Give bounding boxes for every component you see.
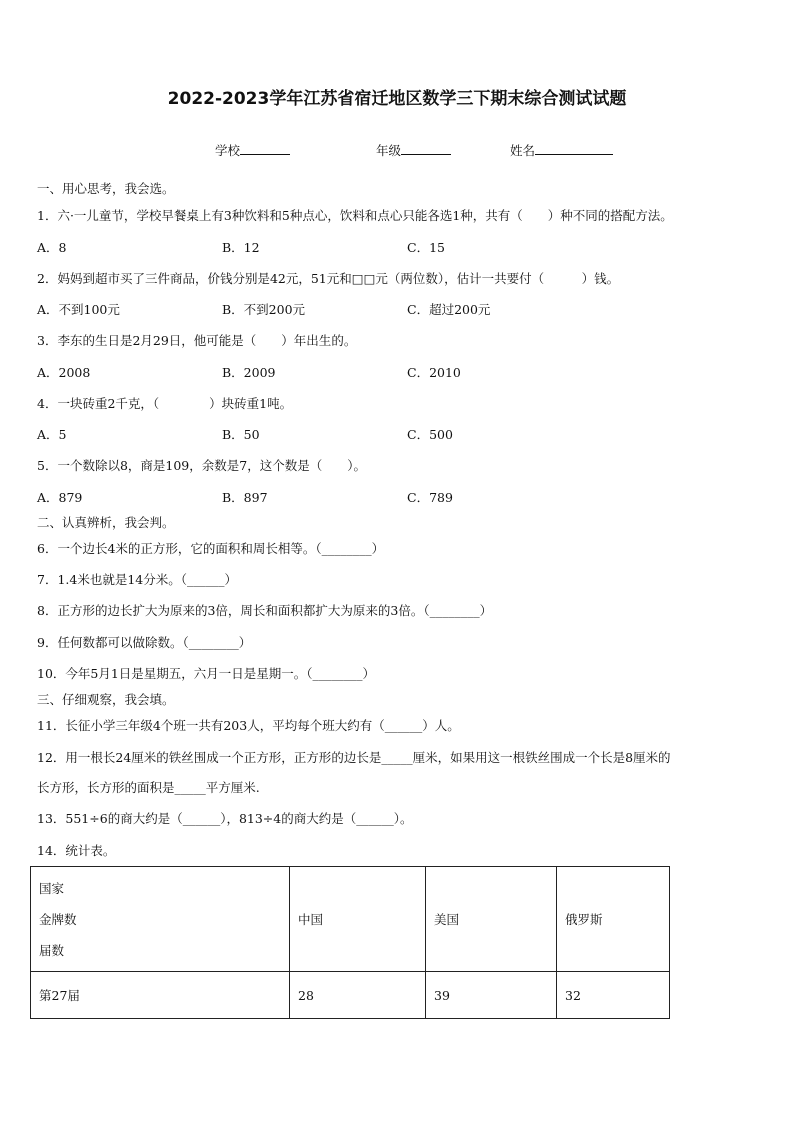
name-field xyxy=(510,141,613,159)
question-7: 7．1.4米也就是14分米。（______） xyxy=(37,572,237,587)
cell-usa: 39 xyxy=(426,972,557,1019)
question-9: 9．任何数都可以做除数。（________） xyxy=(37,635,252,650)
q1-option-c: C．15 xyxy=(407,240,445,255)
q1-option-a: A．8 xyxy=(37,240,67,255)
question-14: 14．统计表。 xyxy=(37,843,116,858)
table-row xyxy=(31,972,670,1019)
grade-blank xyxy=(401,142,451,155)
cell-china: 28 xyxy=(290,972,426,1019)
grade-field xyxy=(376,141,451,159)
question-11: 11．长征小学三年级4个班一共有203人，平均每个班大约有（______）人。 xyxy=(37,718,460,733)
school-label: 学校 xyxy=(215,143,241,158)
row-label-27th: 第27届 xyxy=(31,972,290,1019)
page-title: 2022-2023学年江苏省宿迁地区数学三下期末综合测试试题 xyxy=(167,89,627,109)
section-heading-2: 二、认真辨析，我会判。 xyxy=(37,515,175,530)
question-2: 2．妈妈到超市买了三件商品，价钱分别是42元，51元和□□元（两位数），估计一共要付（ ）钱。 xyxy=(37,271,620,286)
header-line-session: 届数 xyxy=(39,942,65,958)
grade-label: 年级 xyxy=(376,143,402,158)
name-label: 姓名 xyxy=(510,143,536,158)
table-header-row xyxy=(31,867,670,972)
column-header-usa: 美国 xyxy=(426,867,557,972)
header-line-country: 国家 xyxy=(39,880,65,896)
question-12-line-2: 长方形，长方形的面积是_____平方厘米. xyxy=(37,780,260,795)
q3-option-b: B．2009 xyxy=(222,365,276,380)
q4-option-b: B．50 xyxy=(222,427,260,442)
question-10: 10．今年5月1日是星期五，六月一日是星期一。（________） xyxy=(37,666,376,681)
question-1: 1．六·一儿童节，学校早餐桌上有3种饮料和5种点心，饮料和点心只能各选1种，共有（ ）种不同的搭配方法。 xyxy=(37,208,673,223)
section-heading-1: 一、用心思考，我会选。 xyxy=(37,181,175,196)
question-8: 8．正方形的边长扩大为原来的3倍，周长和面积都扩大为原来的3倍。（________） xyxy=(37,603,493,618)
q1-option-b: B．12 xyxy=(222,240,260,255)
q2-option-c: C．超过200元 xyxy=(407,302,491,317)
q4-option-a: A．5 xyxy=(37,427,67,442)
q5-option-a: A．879 xyxy=(37,490,83,505)
question-5: 5．一个数除以8，商是109，余数是7，这个数是（ ）。 xyxy=(37,458,366,473)
q5-option-c: C．789 xyxy=(407,490,453,505)
q3-option-a: A．2008 xyxy=(37,365,91,380)
table-corner-cell xyxy=(31,867,290,972)
column-header-china: 中国 xyxy=(290,867,426,972)
question-6: 6．一个边长4米的正方形，它的面积和周长相等。（________） xyxy=(37,541,385,556)
question-12-line-1: 12．用一根长24厘米的铁丝围成一个正方形，正方形的边长是_____厘米，如果用这一根铁丝围成一个长是8厘米的 xyxy=(37,750,671,765)
question-3: 3．李东的生日是2月29日，他可能是（ ）年出生的。 xyxy=(37,333,357,348)
school-field xyxy=(215,141,290,159)
name-blank xyxy=(535,142,613,155)
q2-option-b: B．不到200元 xyxy=(222,302,306,317)
question-4: 4．一块砖重2千克，（ ）块砖重1吨。 xyxy=(37,396,293,411)
section-heading-3: 三、仔细观察，我会填。 xyxy=(37,692,175,707)
cell-russia: 32 xyxy=(557,972,670,1019)
q2-option-a: A．不到100元 xyxy=(37,302,120,317)
q4-option-c: C．500 xyxy=(407,427,453,442)
q5-option-b: B．897 xyxy=(222,490,268,505)
statistics-table xyxy=(30,866,670,1019)
header-line-gold: 金牌数 xyxy=(39,911,77,927)
column-header-russia: 俄罗斯 xyxy=(557,867,670,972)
q3-option-c: C．2010 xyxy=(407,365,461,380)
question-13: 13．551÷6的商大约是（______），813÷4的商大约是（______）。 xyxy=(37,811,413,826)
school-blank xyxy=(240,142,290,155)
